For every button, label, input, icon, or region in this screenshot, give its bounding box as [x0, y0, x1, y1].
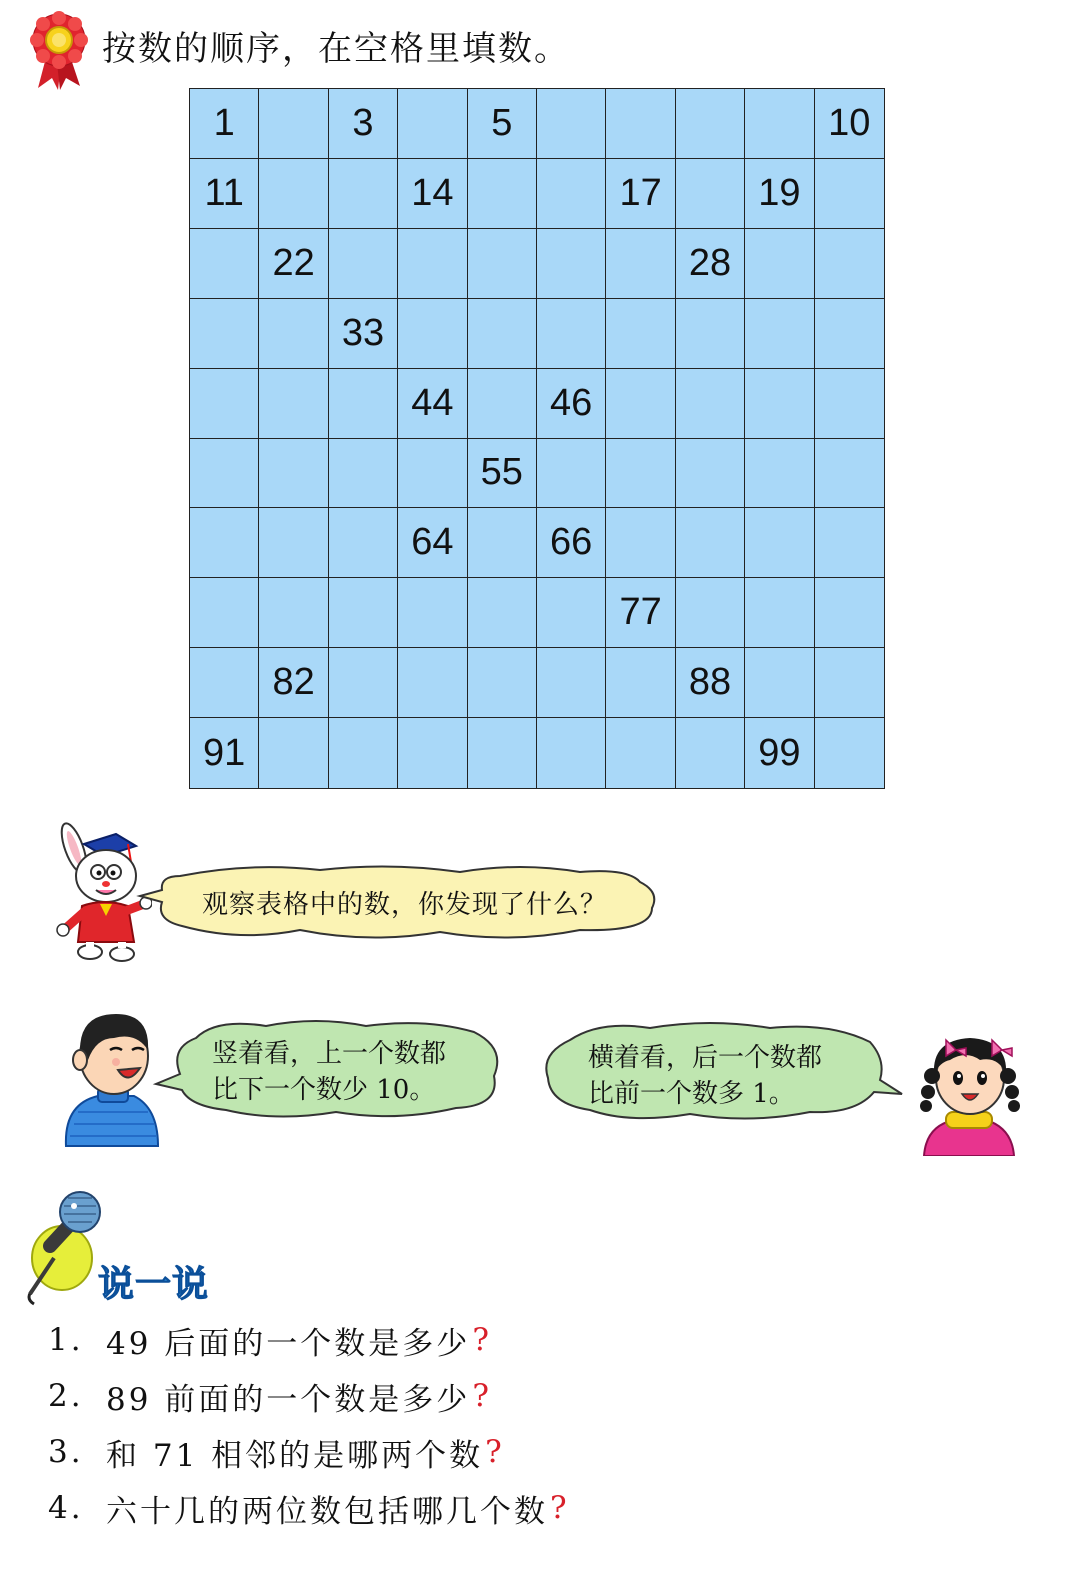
grid-cell-blank[interactable] — [815, 508, 884, 578]
grid-cell-blank[interactable] — [259, 299, 328, 369]
grid-cell-blank[interactable] — [815, 369, 884, 439]
instruction-text: 按数的顺序，在空格里填数。 — [102, 28, 570, 69]
grid-cell-blank[interactable] — [398, 718, 467, 788]
question-text: 六十几的两位数包括哪几个数 — [106, 1493, 548, 1530]
microphone-icon — [20, 1176, 110, 1308]
question-mark: ? — [550, 1490, 570, 1526]
grid-cell-blank[interactable] — [468, 508, 537, 578]
exercise-header — [28, 10, 570, 90]
grid-cell-number: 44 — [398, 369, 467, 439]
grid-cell-number: 55 — [468, 439, 537, 509]
grid-cell-number: 82 — [259, 648, 328, 718]
grid-cell-blank[interactable] — [676, 439, 745, 509]
girl-line-1: 横着看，后一个数都 — [588, 1043, 823, 1073]
grid-cell-blank[interactable] — [676, 369, 745, 439]
question-text: 和 71 相邻的是哪两个数 — [106, 1437, 484, 1474]
grid-cell-blank[interactable] — [606, 229, 675, 299]
grid-cell-blank[interactable] — [398, 578, 467, 648]
grid-cell-blank[interactable] — [606, 299, 675, 369]
grid-cell-blank[interactable] — [329, 439, 398, 509]
grid-cell-blank[interactable] — [606, 648, 675, 718]
grid-cell-blank[interactable] — [606, 508, 675, 578]
question-number: 2. — [48, 1378, 84, 1414]
grid-cell-blank[interactable] — [259, 718, 328, 788]
grid-cell-blank[interactable] — [606, 439, 675, 509]
grid-cell-blank[interactable] — [745, 578, 814, 648]
grid-cell-blank[interactable] — [259, 578, 328, 648]
rabbit-graduate-character — [44, 820, 152, 968]
grid-cell-blank[interactable] — [537, 648, 606, 718]
grid-cell-blank[interactable] — [815, 159, 884, 229]
grid-cell-number: 77 — [606, 578, 675, 648]
question-mark: ? — [472, 1322, 492, 1358]
grid-cell-blank[interactable] — [190, 369, 259, 439]
grid-cell-blank[interactable] — [537, 439, 606, 509]
grid-cell-number: 64 — [398, 508, 467, 578]
grid-cell-blank[interactable] — [329, 229, 398, 299]
question-number: 4. — [48, 1490, 84, 1526]
girl-observation-text — [588, 1040, 822, 1112]
grid-cell-number: 46 — [537, 369, 606, 439]
grid-cell-blank[interactable] — [606, 89, 675, 159]
question-text: 49 后面的一个数是多少 — [106, 1325, 471, 1362]
grid-cell-blank[interactable] — [259, 369, 328, 439]
grid-cell-blank[interactable] — [676, 508, 745, 578]
grid-cell-blank[interactable] — [468, 299, 537, 369]
girl-line-2: 比前一个数多 1。 — [588, 1079, 795, 1109]
grid-cell-blank[interactable] — [815, 648, 884, 718]
grid-cell-number: 10 — [815, 89, 884, 159]
grid-cell-blank[interactable] — [537, 299, 606, 369]
question-item-1 — [48, 1312, 570, 1368]
grid-cell-blank[interactable] — [398, 229, 467, 299]
grid-cell-blank[interactable] — [745, 369, 814, 439]
grid-cell-blank[interactable] — [815, 718, 884, 788]
grid-cell-blank[interactable] — [468, 369, 537, 439]
grid-cell-blank[interactable] — [329, 718, 398, 788]
grid-cell-blank[interactable] — [537, 578, 606, 648]
grid-cell-blank[interactable] — [190, 299, 259, 369]
grid-cell-blank[interactable] — [606, 369, 675, 439]
grid-cell-blank[interactable] — [745, 508, 814, 578]
grid-cell-blank[interactable] — [745, 89, 814, 159]
grid-cell-blank[interactable] — [190, 439, 259, 509]
grid-cell-blank[interactable] — [329, 508, 398, 578]
grid-cell-blank[interactable] — [745, 229, 814, 299]
grid-cell-number: 19 — [745, 159, 814, 229]
grid-cell-blank[interactable] — [190, 229, 259, 299]
hundred-chart-grid — [189, 88, 885, 789]
grid-cell-number: 17 — [606, 159, 675, 229]
grid-cell-blank[interactable] — [398, 89, 467, 159]
grid-cell-blank[interactable] — [329, 648, 398, 718]
question-number: 1. — [48, 1322, 84, 1358]
grid-cell-blank[interactable] — [398, 648, 467, 718]
grid-cell-blank[interactable] — [537, 159, 606, 229]
grid-cell-blank[interactable] — [745, 299, 814, 369]
grid-cell-blank[interactable] — [329, 578, 398, 648]
question-mark: ? — [485, 1434, 505, 1470]
grid-cell-blank[interactable] — [676, 299, 745, 369]
grid-cell-blank[interactable] — [259, 439, 328, 509]
girl-speech-bubble — [540, 1020, 905, 1120]
grid-cell-blank[interactable] — [815, 229, 884, 299]
grid-cell-blank[interactable] — [537, 229, 606, 299]
say-section-title: 说一说 — [98, 1264, 210, 1305]
grid-cell-number: 99 — [745, 718, 814, 788]
grid-cell-blank[interactable] — [676, 89, 745, 159]
grid-cell-blank[interactable] — [259, 89, 328, 159]
grid-cell-number: 3 — [329, 89, 398, 159]
grid-cell-blank[interactable] — [468, 578, 537, 648]
grid-cell-number: 88 — [676, 648, 745, 718]
grid-cell-blank[interactable] — [745, 439, 814, 509]
grid-cell-number: 1 — [190, 89, 259, 159]
question-number: 3. — [48, 1434, 84, 1470]
grid-cell-number: 33 — [329, 299, 398, 369]
question-list — [48, 1312, 570, 1536]
boy-speech-bubble — [156, 1018, 506, 1118]
boy-line-1: 竖着看，上一个数都 — [212, 1039, 447, 1069]
red-rosette-icon — [28, 10, 90, 90]
grid-cell-blank[interactable] — [190, 578, 259, 648]
grid-cell-blank[interactable] — [329, 159, 398, 229]
grid-cell-number: 66 — [537, 508, 606, 578]
grid-cell-number: 5 — [468, 89, 537, 159]
grid-cell-blank[interactable] — [676, 578, 745, 648]
grid-cell-number: 91 — [190, 718, 259, 788]
grid-cell-blank[interactable] — [537, 718, 606, 788]
rabbit-question-text: 观察表格中的数，你发现了什么？ — [202, 890, 608, 920]
grid-cell-blank[interactable] — [468, 229, 537, 299]
girl-character — [910, 1020, 1026, 1156]
grid-cell-blank[interactable] — [745, 648, 814, 718]
grid-cell-blank[interactable] — [329, 369, 398, 439]
grid-cell-blank[interactable] — [676, 159, 745, 229]
grid-cell-blank[interactable] — [676, 718, 745, 788]
grid-cell-number: 28 — [676, 229, 745, 299]
grid-cell-blank[interactable] — [398, 439, 467, 509]
grid-cell-number: 11 — [190, 159, 259, 229]
grid-cell-blank[interactable] — [537, 89, 606, 159]
grid-cell-blank[interactable] — [606, 718, 675, 788]
rabbit-speech-bubble — [140, 862, 658, 942]
grid-cell-blank[interactable] — [468, 718, 537, 788]
boy-line-2: 比下一个数少 10。 — [212, 1075, 436, 1105]
grid-cell-blank[interactable] — [468, 648, 537, 718]
question-item-2 — [48, 1368, 570, 1424]
grid-cell-number: 22 — [259, 229, 328, 299]
grid-cell-blank[interactable] — [190, 648, 259, 718]
question-item-4 — [48, 1480, 570, 1536]
grid-cell-blank[interactable] — [468, 159, 537, 229]
grid-cell-blank[interactable] — [190, 508, 259, 578]
grid-cell-number: 14 — [398, 159, 467, 229]
grid-cell-blank[interactable] — [259, 159, 328, 229]
question-mark: ? — [472, 1378, 492, 1414]
grid-cell-blank[interactable] — [815, 439, 884, 509]
question-text: 89 前面的一个数是多少 — [106, 1381, 471, 1418]
boy-observation-text — [212, 1036, 446, 1108]
grid-cell-blank[interactable] — [815, 578, 884, 648]
boy-character — [58, 1004, 160, 1148]
grid-cell-blank[interactable] — [815, 299, 884, 369]
grid-cell-blank[interactable] — [259, 508, 328, 578]
grid-cell-blank[interactable] — [398, 299, 467, 369]
question-item-3 — [48, 1424, 570, 1480]
